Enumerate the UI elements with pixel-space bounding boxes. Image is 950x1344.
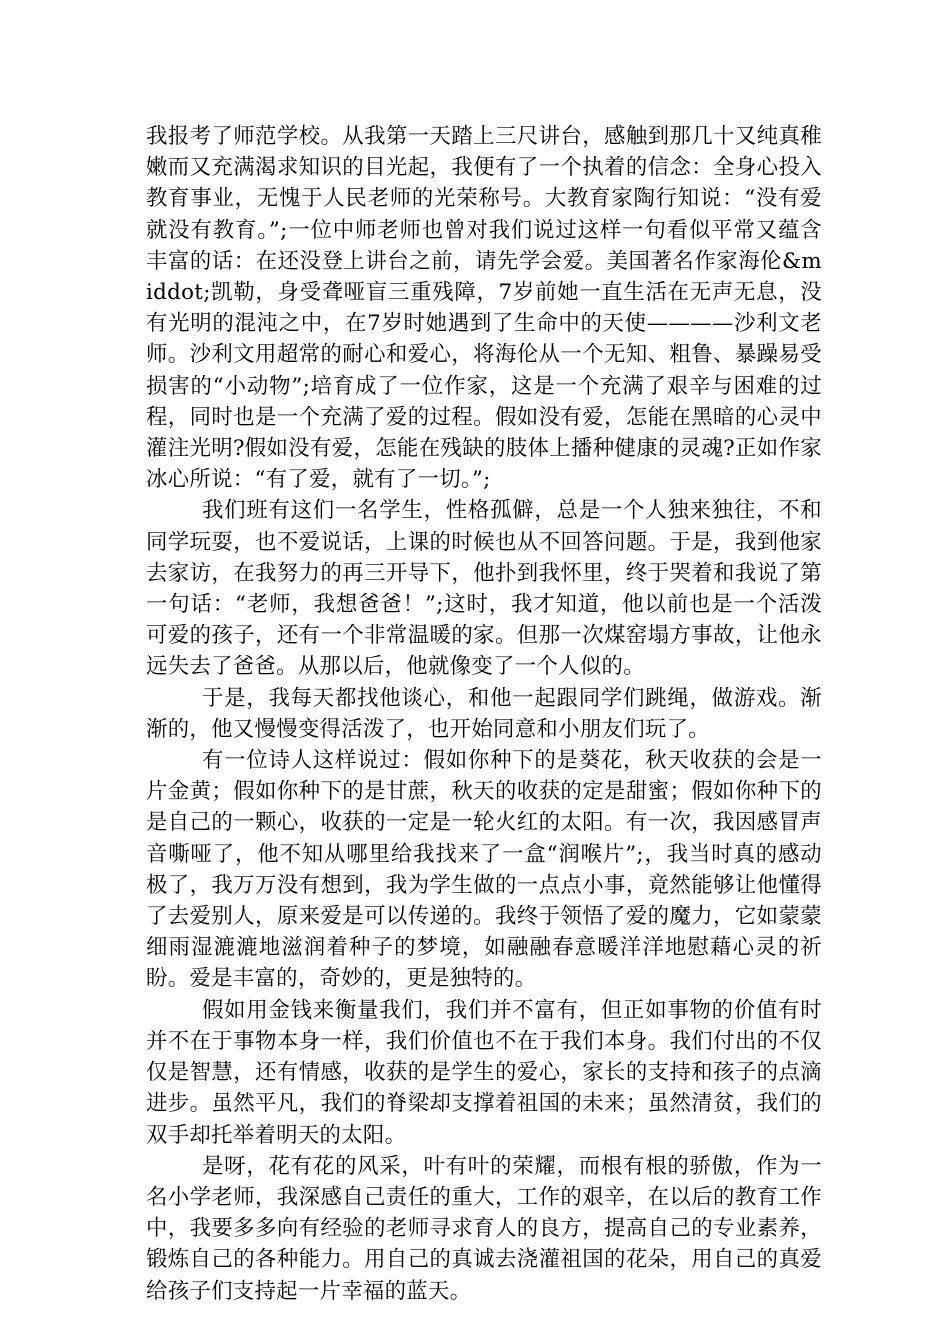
paragraph-1: 我报考了师范学校。从我第一天踏上三尺讲台，感触到那几十又纯真稚嫩而又充满渴求知识的目光起，我便有了一个执着的信念：全身心投入教育事业，无愧于人民老师的光荣称号。大教育家陶行知说：“没有爱就没有教育。”;一位中师老师也曾对我们说过这样一句看似平常又蕴含丰富的话：在还没登上讲台之前，请先学会爱。美国著名作家海伦&middot;凯勒，身受聋哑盲三重残障，7岁前她一直生活在无声无息，没有光明的混沌之中，在7岁时她遇到了生命中的天使————沙利文老师。沙利文用超常的耐心和爱心，将海伦从一个无知、粗鲁、暴躁易受损害的“小动物”;培育成了一位作家，这是一个充满了艰辛与困难的过程，同时也是一个充满了爱的过程。假如没有爱，怎能在黑暗的心灵中灌注光明?假如没有爱，怎能在残缺的肢体上播种健康的灵魂?正如作家冰心所说：“有了爱，就有了一切。”; — [146, 124, 822, 493]
document-body — [146, 121, 822, 1307]
paragraph-5: 假如用金钱来衡量我们，我们并不富有，但正如事物的价值有时并不在于事物本身一样，我们价值也不在于我们本身。我们付出的不仅仅是智慧，还有情感，收获的是学生的爱心，家长的支持和孩子的点滴进步。虽然平凡，我们的脊梁却支撑着祖国的未来；虽然清贫，我们的双手却托举着明天的太阳。 — [146, 997, 822, 1148]
paragraph-2: 我们班有这们一名学生，性格孤僻，总是一个人独来独往，不和同学玩耍，也不爱说话，上课的时候也从不回答问题。于是，我到他家去家访，在我努力的再三开导下，他扑到我怀里，终于哭着和我说了第一句话：“老师，我想爸爸！”;这时，我才知道，他以前也是一个活泼可爱的孩子，还有一个非常温暖的家。但那一次煤窑塌方事故，让他永远失去了爸爸。从那以后，他就像变了一个人似的。 — [146, 498, 822, 680]
paragraph-4: 有一位诗人这样说过：假如你种下的是葵花，秋天收获的会是一片金黄；假如你种下的是甘蔗，秋天的收获的定是甜蜜；假如你种下的是自己的一颗心，收获的一定是一轮火红的太阳。有一次，我因感冒声音嘶哑了，他不知从哪里给我找来了一盒“润喉片”;，我当时真的感动极了，我万万没有想到，我为学生做的一点点小事，竟然能够让他懂得了去爱别人，原来爱是可以传递的。我终于领悟了爱的魔力，它如蒙蒙细雨湿漉漉地滋润着种子的梦境，如融融春意暖洋洋地慰藉心灵的祈盼。爱是丰富的，奇妙的，更是独特的。 — [146, 748, 822, 992]
paragraph-3: 于是，我每天都找他谈心，和他一起跟同学们跳绳，做游戏。渐渐的，他又慢慢变得活泼了，也开始同意和小朋友们玩了。 — [146, 685, 822, 742]
paragraph-6: 是呀，花有花的风采，叶有叶的荣耀，而根有根的骄傲，作为一名小学老师，我深感自己责任的重大，工作的艰辛，在以后的教育工作中，我要多多向有经验的老师寻求育人的良方，提高自己的专业素养，锻炼自己的各种能力。用自己的真诚去浇灌祖国的花朵，用自己的真爱给孩子们支持起一片幸福的蓝天。 — [146, 1153, 822, 1304]
